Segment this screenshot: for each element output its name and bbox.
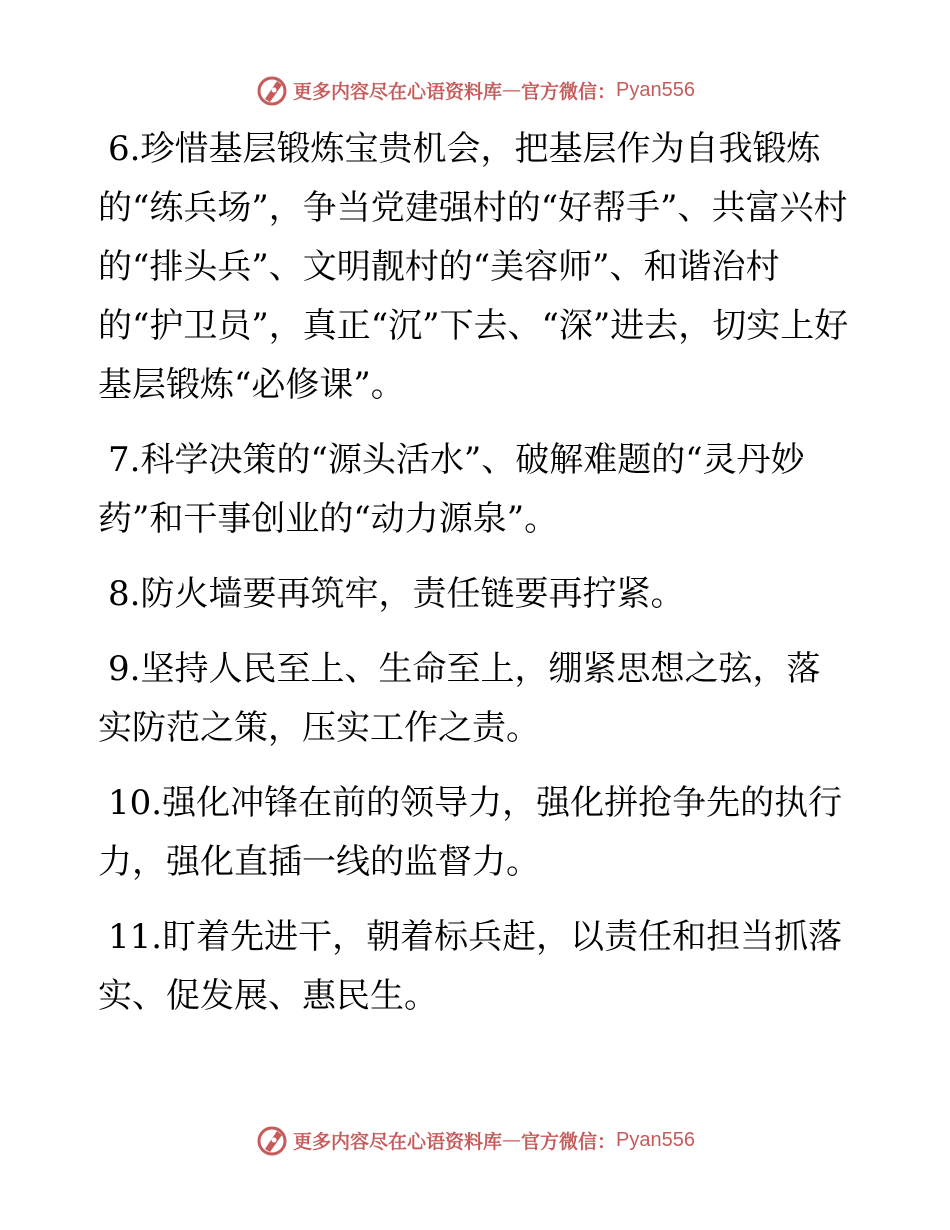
- header-banner: [0, 70, 950, 110]
- banner-wechat-label: 官方微信：: [521, 1130, 617, 1153]
- paragraph-item: 9.坚持人民至上、生命至上，绷紧思想之弦，落实防范之策，压实工作之责。: [98, 649, 821, 748]
- banner-wechat-label: 官方微信：: [521, 80, 617, 103]
- paragraph-item: 7.科学决策的“源头活水”、破解难题的“灵丹妙药”和干事创业的“动力源泉”。: [98, 440, 805, 539]
- banner-wechat-id: Pyan556: [616, 1128, 695, 1151]
- paragraph-item: 6.珍惜基层锻炼宝贵机会，把基层作为自我锻炼的“练兵场”，争当党建强村的“好帮手”、共富兴村的“排头兵”、文明靓村的“美容师”、和谐治村的“护卫员”，真正“沉”下去、“深”进去，切实上好基层锻炼“必修课”。: [98, 129, 849, 405]
- banner-separator: —: [502, 79, 522, 101]
- banner-main-text: 更多内容尽在心语资料库: [293, 1130, 503, 1153]
- paragraph-item: 11.盯着先进干，朝着标兵赶，以责任和担当抓落实、促发展、惠民生。: [98, 917, 843, 1016]
- pen-nib-logo-icon: [255, 1123, 289, 1157]
- paragraph-item: 8.防火墙要再筑牢，责任链要再拧紧。: [108, 574, 685, 614]
- pen-nib-logo-icon: [255, 73, 289, 107]
- document-body: [98, 120, 850, 1042]
- banner-separator: —: [502, 1129, 522, 1151]
- banner-main-text: 更多内容尽在心语资料库: [293, 80, 503, 103]
- footer-banner: [0, 1120, 950, 1160]
- paragraph-item: 10.强化冲锋在前的领导力，强化拼抢争先的执行力，强化直插一线的监督力。: [98, 783, 843, 882]
- banner-wechat-id: Pyan556: [616, 78, 695, 101]
